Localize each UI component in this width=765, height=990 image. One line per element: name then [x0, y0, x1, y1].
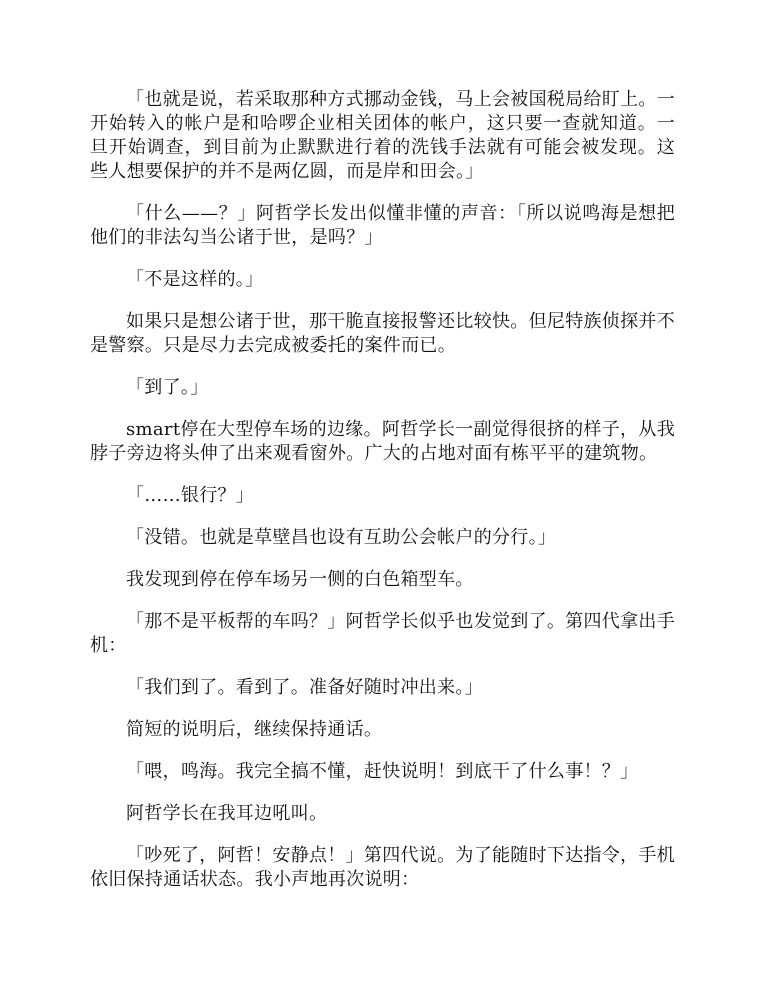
- paragraph: 如果只是想公诸于世，那干脆直接报警还比较快。但尼特族侦探并不是警察。只是尽力去完成被委托的案件而已。: [90, 311, 675, 356]
- paragraph: 「不是这样的。」: [126, 269, 264, 290]
- paragraph: 「那不是平板帮的车吗？」阿哲学长似乎也发觉到了。第四代拿出手机：: [90, 611, 675, 656]
- paragraph: 「我们到了。看到了。准备好随时冲出来。」: [126, 677, 483, 698]
- paragraph: 我发现到停在停车场另一侧的白色箱型车。: [126, 569, 474, 590]
- paragraph: 「什么——？」阿哲学长发出似懂非懂的声音：「所以说鸣海是想把他们的非法勾当公诸于世，是吗？」: [90, 203, 675, 248]
- paragraph: smart停在大型停车场的边缘。阿哲学长一副觉得很挤的样子，从我脖子旁边将头伸了出来观看窗外。广大的占地对面有栋平平的建筑物。: [90, 419, 675, 464]
- paragraph: 「没错。也就是草壁昌也设有互助公会帐户的分行。」: [126, 527, 557, 548]
- paragraph: 「也就是说，若采取那种方式挪动金钱，马上会被国税局给盯上。一开始转入的帐户是和哈啰企业相关团体的帐户，这只要一查就知道。一旦开始调查，到目前为止默默进行着的洗钱手法就有可能会被发现。这些人想要保护的并不是两亿圆，而是岸和田会。」: [90, 89, 675, 182]
- paragraph: 「……银行？」: [126, 485, 255, 506]
- paragraph: 「喂，鸣海。我完全搞不懂，赶快说明！到底干了什么事！？」: [126, 761, 639, 782]
- paragraph: 阿哲学长在我耳边吼叫。: [126, 803, 328, 824]
- paragraph: 简短的说明后，继续保持通话。: [126, 719, 383, 740]
- book-page: [90, 88, 675, 910]
- paragraph: 「吵死了，阿哲！安静点！」第四代说。为了能随时下达指令，手机依旧保持通话状态。我小声地再次说明：: [90, 845, 675, 890]
- paragraph: 「到了。」: [126, 377, 209, 398]
